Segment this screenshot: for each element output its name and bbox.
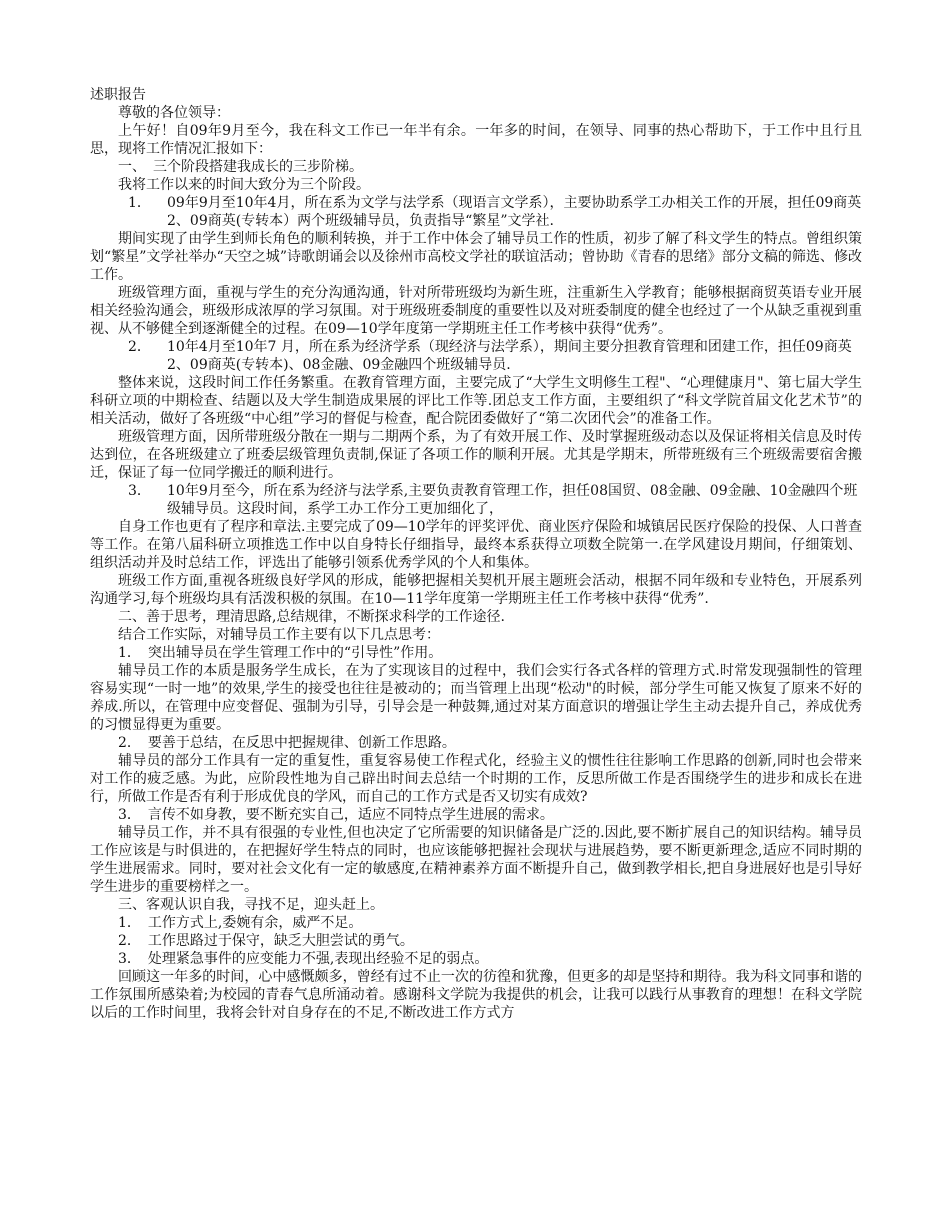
shortcoming-item (90, 950, 862, 968)
point1-text: 突出辅导员在学生管理工作中的“引导性”作用。 (147, 645, 443, 661)
point2-number: 2． (118, 735, 134, 751)
point3-body: 辅导员工作，并不具有很强的专业性,但也决定了它所需要的知识储备是广泛的.因此,要不断扩展自己的知识结构。辅导员工作应该是与时俱进的，在把握好学生特点的同时，也应该能够把握社会现状与进展趋势，要不断更新理念,适应不同时期的学生进展需求。同时，要对社会文化有一定的敏感度,在精神素养方面不断提升自己，做到教学相长,把自身进展好也是引导好学生进步的重要榜样之一。 (90, 825, 862, 895)
document-title: 述职报告 (90, 87, 146, 103)
stage1-paragraph: 班级管理方面，重视与学生的充分沟通沟通，针对所带班级均为新生班，注重新生入学教育；能够根据商贸英语专业开展相关经验沟通会，班级形成浓厚的学习氛围。对于班级班委制度的重要性以及对班委制度的健全也经过了一个从缺乏重视到重视、从不够健全到逐渐健全的过程。在09—10学年度第一学期班主任工作考核中获得“优秀”。 (90, 285, 862, 337)
document-page (90, 86, 862, 1022)
section2-lead: 结合工作实际，对辅导员工作主要有以下几点思考： (118, 627, 440, 643)
point3-number: 3． (118, 807, 134, 823)
stage1-text: 09年9月至10年4月，所在系为文学与法学系（现语言文学系），主要协助系学工办相关工作的开展，担任09商英2、09商英(专转本）两个班级辅导员，负责指导“繁星”文学社. (167, 195, 862, 229)
stage1-paragraph: 期间实现了由学生到师长角色的顺利转换，并于工作中体会了辅导员工作的性质，初步了解了科文学生的特点。曾组织策划“繁星”文学社举办“天空之城”诗歌朗诵会以及徐州市高校文学社的联谊活动；曾协助《青春的思绪》部分文稿的筛选、修改工作。 (90, 231, 862, 283)
stage2-number: 2． (128, 339, 151, 355)
shortcoming-number: 3． (118, 951, 134, 967)
point2-text: 要善于总结，在反思中把握规律、创新工作思路。 (147, 735, 456, 751)
shortcoming-number: 2． (118, 933, 134, 949)
point2-heading (90, 734, 862, 752)
shortcoming-text: 工作方式上,委婉有余，威严不足。 (147, 915, 363, 931)
shortcoming-text: 工作思路过于保守，缺乏大胆尝试的勇气。 (147, 933, 414, 949)
stage3-number: 3． (128, 483, 151, 499)
point3-text: 言传不如身教，要不断充实自己，适应不同特点学生进展的需求。 (147, 807, 554, 823)
stage1-item (90, 194, 862, 230)
greeting: 尊敬的各位领导： (118, 105, 230, 121)
point1-number: 1． (118, 645, 134, 661)
intro-paragraph: 上午好！自09年9月至今，我在科文工作已一年半有余。一年多的时间，在领导、同事的热心帮助下，于工作中且行且思，现将工作情况汇报如下： (90, 123, 862, 157)
stage3-paragraph: 班级工作方面,重视各班级良好学风的形成，能够把握相关契机开展主题班会活动，根据不同年级和专业特色，开展系列沟通学习,每个班级均具有活泼积极的氛围。在10—11学年度第一学期班主任工作考核中获得“优秀”. (90, 573, 862, 607)
stage2-paragraph: 整体来说，这段时间工作任务繁重。在教育管理方面，主要完成了“大学生文明修生工程"、“心理健康月"、第七届大学生科研立项的中期检查、结题以及大学生制造成果展的评比工作等.团总支工作方面，主要组织了“科文学院首届文化艺术节”的相关活动，做好了各班级“中心组”学习的督促与检查，配合院团委做好了“第二次团代会”的准备工作。 (90, 375, 862, 427)
section3-heading: 三、客观认识自我，寻找不足，迎头赶上。 (118, 897, 384, 913)
stage3-paragraph: 自身工作也更有了程序和章法.主要完成了09—10学年的评奖评优、商业医疗保险和城镇居民医疗保险的投保、人口普查等工作。在第八届科研立项推选工作中以自身特长仔细指导，最终本系获得立项数全院第一.在学风建设月期间，仔细策划、组织活动并及时总结工作，评选出了能够引领系优秀学风的个人和集体。 (90, 519, 862, 571)
shortcoming-text: 处理紧急事件的应变能力不强,表现出经验不足的弱点。 (147, 951, 489, 967)
section2-heading: 二、善于思考，理清思路,总结规律，不断探求科学的工作途径. (118, 609, 505, 625)
shortcoming-item (90, 914, 862, 932)
stage3-text: 10年9月至今，所在系为经济与法学系,主要负责教育管理工作，担任08国贸、08金融、09金融、10金融四个班级辅导员。这段时间，系学工办工作分工更加细化了， (167, 483, 858, 517)
section1-lead: 我将工作以来的时间大致分为三个阶段。 (118, 177, 370, 193)
stage2-text: 10年4月至10年7 月，所在系为经济学系（现经济与法学系），期间主要分担教育管理和团建工作，担任09商英2、09商英(专转本)、08金融、09金融四个班级辅导员. (167, 339, 852, 373)
point1-heading (90, 644, 862, 662)
section1-heading: 一、 三个阶段搭建我成长的三步阶梯。 (118, 159, 363, 175)
shortcoming-number: 1． (118, 915, 134, 931)
point1-body: 辅导员工作的本质是服务学生成长，在为了实现该目的过程中，我们会实行各式各样的管理方式.时常发现强制性的管理容易实现“一时一地”的效果,学生的接受也往往是被动的；而当管理上出现“松动"的时候，部分学生可能又恢复了原来不好的养成.所以，在管理中应变督促、强制为引导，引导会是一种鼓舞,通过对某方面意识的增强让学生主动去提升自己，养成优秀的习惯显得更为重要。 (90, 663, 862, 733)
point2-body: 辅导员的部分工作具有一定的重复性，重复容易使工作程式化，经验主义的惯性往往影响工作思路的创新,同时也会带来对工作的疲乏感。为此，应阶段性地为自己辟出时间去总结一个时期的工作，反思所做工作是否围绕学生的进步和成长在进行，所做工作是否有利于形成优良的学风，而自己的工作方式是否又切实有成效? (90, 753, 862, 805)
stage2-item (90, 338, 862, 374)
closing-paragraph: 回顾这一年多的时间，心中感慨颇多，曾经有过不止一次的彷徨和犹豫，但更多的却是坚持和期待。我为科文同事和谐的工作氛围所感染着;为校园的青春气息所涌动着。感谢科文学院为我提供的机会，让我可以践行从事教育的理想！在科文学院以后的工作时间里，我将会针对自身存在的不足,不断改进工作方式方 (90, 969, 862, 1021)
shortcoming-item (90, 932, 862, 950)
stage2-paragraph: 班级管理方面，因所带班级分散在一期与二期两个系，为了有效开展工作、及时掌握班级动态以及保证将相关信息及时传达到位，在各班级建立了班委层级管理负责制,保证了各项工作的顺利开展。尤其是学期末，所带班级有三个班级需要宿舍搬迁，保证了每一位同学搬迁的顺利进行。 (90, 429, 862, 481)
stage1-number: 1． (128, 195, 151, 211)
point3-heading (90, 806, 862, 824)
stage3-item (90, 482, 862, 518)
